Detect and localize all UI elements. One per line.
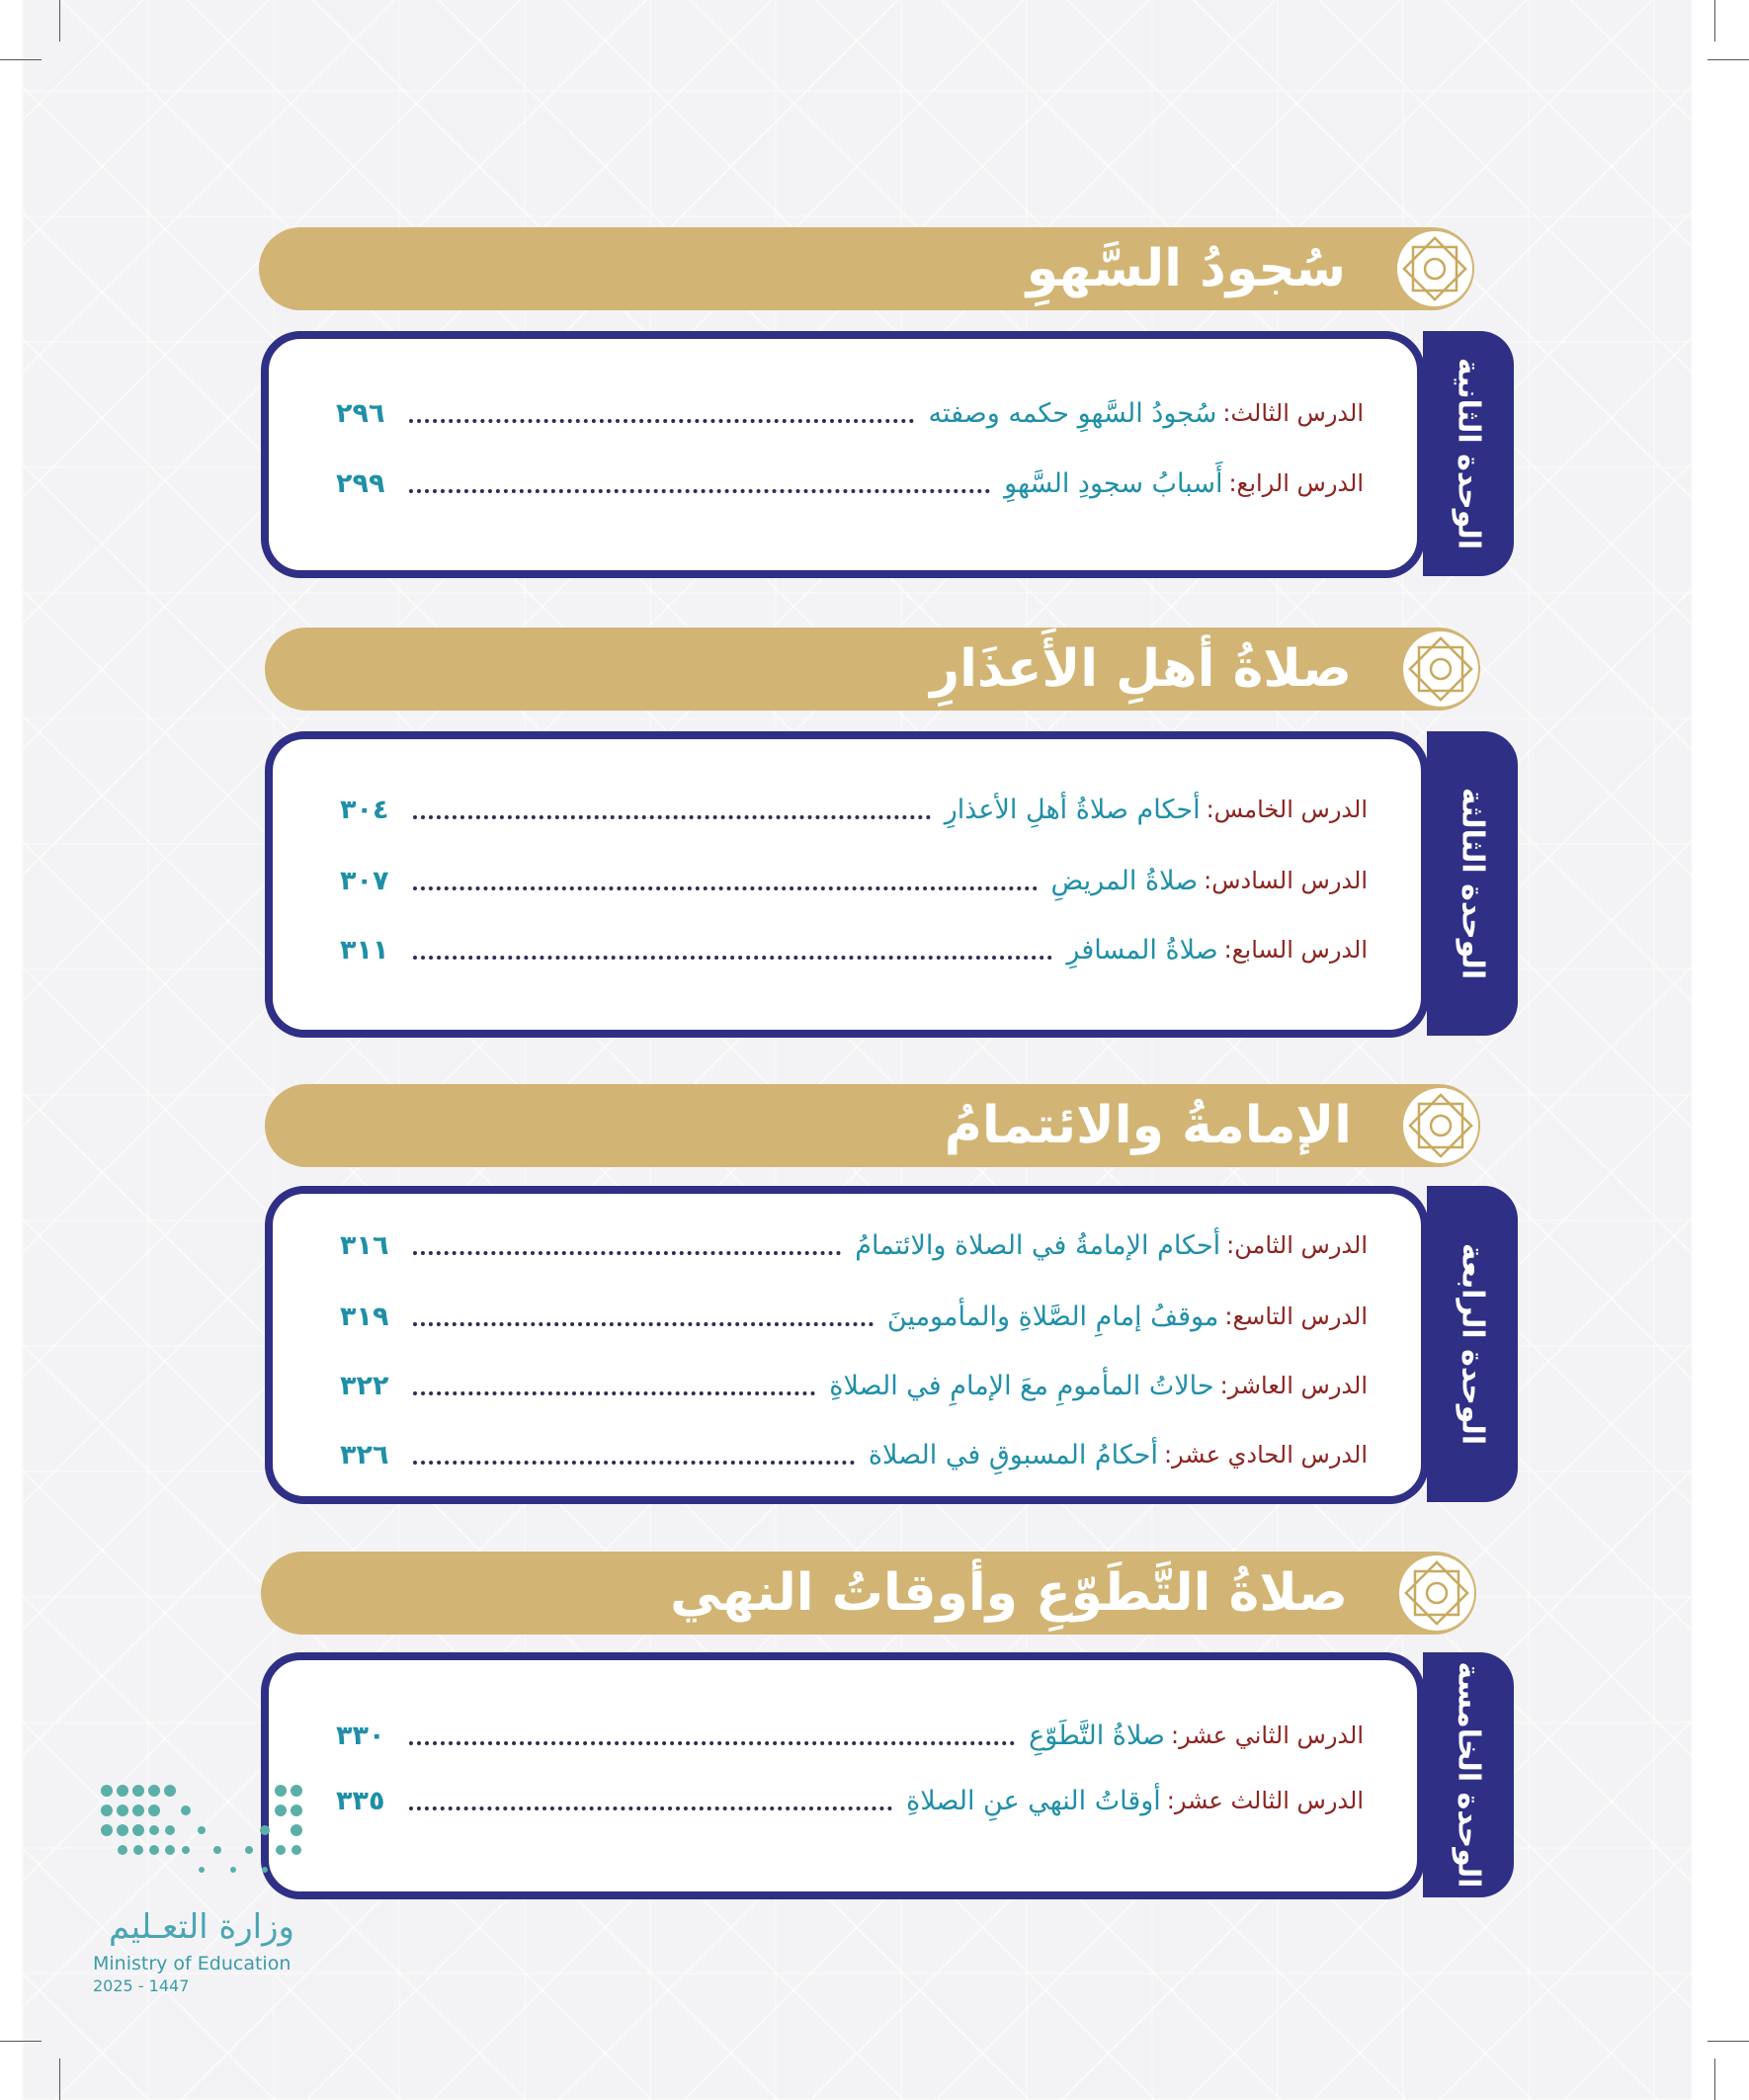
star-ornament-icon	[1397, 1554, 1476, 1633]
crop-mark	[59, 2058, 60, 2100]
unit-tab	[1423, 331, 1514, 576]
lesson-number: الدرس الثالث عشر:	[1166, 1787, 1364, 1814]
page-number: ٣١١	[340, 934, 389, 966]
lesson-number: الدرس العاشر:	[1219, 1372, 1368, 1399]
lesson-entry[interactable]	[340, 1435, 1368, 1474]
lesson-title: صلاةُ المسافرِ	[1066, 934, 1218, 966]
lesson-number: الدرس الثامن:	[1226, 1231, 1368, 1259]
crop-mark	[1714, 0, 1715, 42]
lesson-entry[interactable]	[340, 790, 1368, 829]
lesson-number: الدرس التاسع:	[1224, 1302, 1368, 1330]
lesson-number: الدرس السادس:	[1204, 867, 1368, 894]
star-ornament-icon	[1401, 1086, 1480, 1165]
lesson-number: الدرس الثالث:	[1222, 399, 1364, 427]
unit-tab-label: الوحدة الثالثة	[1455, 787, 1490, 980]
unit-title-banner	[261, 1552, 1476, 1635]
lesson-entry[interactable]	[340, 861, 1368, 900]
unit-tab	[1427, 731, 1518, 1036]
lesson-title: صلاةُ التَّطَوّعِ	[1029, 1720, 1165, 1751]
unit-title: صلاةُ أهلِ الأَعذَارِ	[930, 639, 1352, 699]
dot-leader	[409, 489, 990, 493]
lesson-entry[interactable]	[336, 463, 1364, 503]
dot-leader	[413, 886, 1038, 890]
dot-leader	[413, 1391, 815, 1395]
lesson-title: أوقاتُ النهي عنِ الصلاةِ	[906, 1785, 1161, 1816]
star-ornament-icon	[1395, 229, 1474, 308]
unit-tab	[1423, 1652, 1514, 1897]
lesson-number: الدرس الخامس:	[1206, 796, 1368, 823]
page-number: ٣١٦	[340, 1229, 389, 1261]
page-number: ٣٠٤	[340, 794, 389, 825]
lesson-number: الدرس الثاني عشر:	[1171, 1722, 1364, 1749]
ministry-name-english: Ministry of Education	[93, 1953, 292, 1974]
lesson-entry[interactable]	[336, 1781, 1364, 1820]
crop-mark	[1714, 2058, 1715, 2100]
dot-leader	[413, 1322, 874, 1326]
edition-year: 2025 - 1447	[93, 1976, 190, 1995]
page-number: ٣١٩	[340, 1301, 389, 1332]
lessons-box	[261, 1652, 1425, 1899]
lesson-entry[interactable]	[336, 393, 1364, 433]
dot-leader	[413, 1251, 841, 1255]
lesson-number: الدرس الرابع:	[1228, 469, 1364, 497]
unit-title-banner	[259, 227, 1474, 310]
ministry-dots-icon	[93, 1769, 310, 1888]
unit-title: الإمامةُ والائتمامُ	[944, 1096, 1352, 1155]
page-number: ٣٣٥	[336, 1785, 385, 1816]
lessons-box	[261, 331, 1425, 578]
lesson-entry[interactable]	[340, 1366, 1368, 1405]
page-number: ٣٢٢	[340, 1370, 389, 1401]
lesson-number: الدرس الحادي عشر:	[1163, 1441, 1368, 1469]
dot-leader	[409, 419, 914, 423]
ministry-logo	[93, 1769, 310, 1996]
crop-mark	[59, 0, 60, 42]
page-number: ٣٢٦	[340, 1439, 389, 1470]
lesson-title: أحكام الإمامةُ في الصلاة والائتمامُ	[855, 1229, 1221, 1261]
lesson-entry[interactable]	[340, 1297, 1368, 1336]
dot-leader	[409, 1806, 892, 1810]
page-number: ٣٠٧	[340, 865, 389, 896]
unit-tab-label: الوحدة الخامسة	[1451, 1661, 1486, 1889]
lesson-title: موقفُ إمامِ الصَّلاةِ والمأمومينَ	[886, 1301, 1219, 1332]
lesson-title: صلاةُ المريضِ	[1050, 865, 1199, 896]
unit-title: سُجودُ السَّهوِ	[1026, 239, 1346, 298]
lesson-title: أَسبابُ سجودِ السَّهوِ	[1004, 467, 1223, 499]
crop-mark	[0, 2041, 42, 2042]
ministry-name-arabic: وزارة التعـليم	[109, 1907, 294, 1947]
lesson-title: أحكام صلاةُ أهلِ الأعذارِ	[944, 794, 1201, 825]
lesson-entry[interactable]	[336, 1716, 1364, 1755]
unit-title: صلاةُ التَّطَوّعِ وأوقاتُ النهي	[670, 1563, 1348, 1623]
dot-leader	[413, 956, 1052, 960]
unit-tab	[1427, 1186, 1518, 1502]
lesson-title: حالاتُ المأمومِ معَ الإمامِ في الصلاةِ	[829, 1370, 1214, 1401]
dot-leader	[409, 1741, 1015, 1745]
crop-mark	[1707, 59, 1749, 60]
page-number: ٢٩٩	[336, 467, 385, 499]
unit-tab-label: الوحدة الرابعة	[1455, 1242, 1490, 1446]
star-ornament-icon	[1401, 630, 1480, 709]
lesson-entry[interactable]	[340, 1225, 1368, 1265]
lesson-title: سُجودُ السَّهوِ حكمه وصفته	[928, 397, 1217, 429]
unit-title-banner	[265, 1084, 1480, 1167]
page-number: ٢٩٦	[336, 397, 385, 429]
lesson-number: الدرس السابع:	[1223, 936, 1368, 964]
unit-title-banner	[265, 628, 1480, 711]
page-number: ٣٣٠	[336, 1720, 385, 1751]
lesson-title: أحكامُ المسبوقِ في الصلاة	[868, 1439, 1158, 1470]
unit-tab-label: الوحدة الثانية	[1451, 357, 1486, 550]
crop-mark	[1707, 2041, 1749, 2042]
dot-leader	[413, 1461, 855, 1465]
crop-mark	[0, 59, 42, 60]
dot-leader	[413, 815, 931, 819]
lesson-entry[interactable]	[340, 930, 1368, 969]
